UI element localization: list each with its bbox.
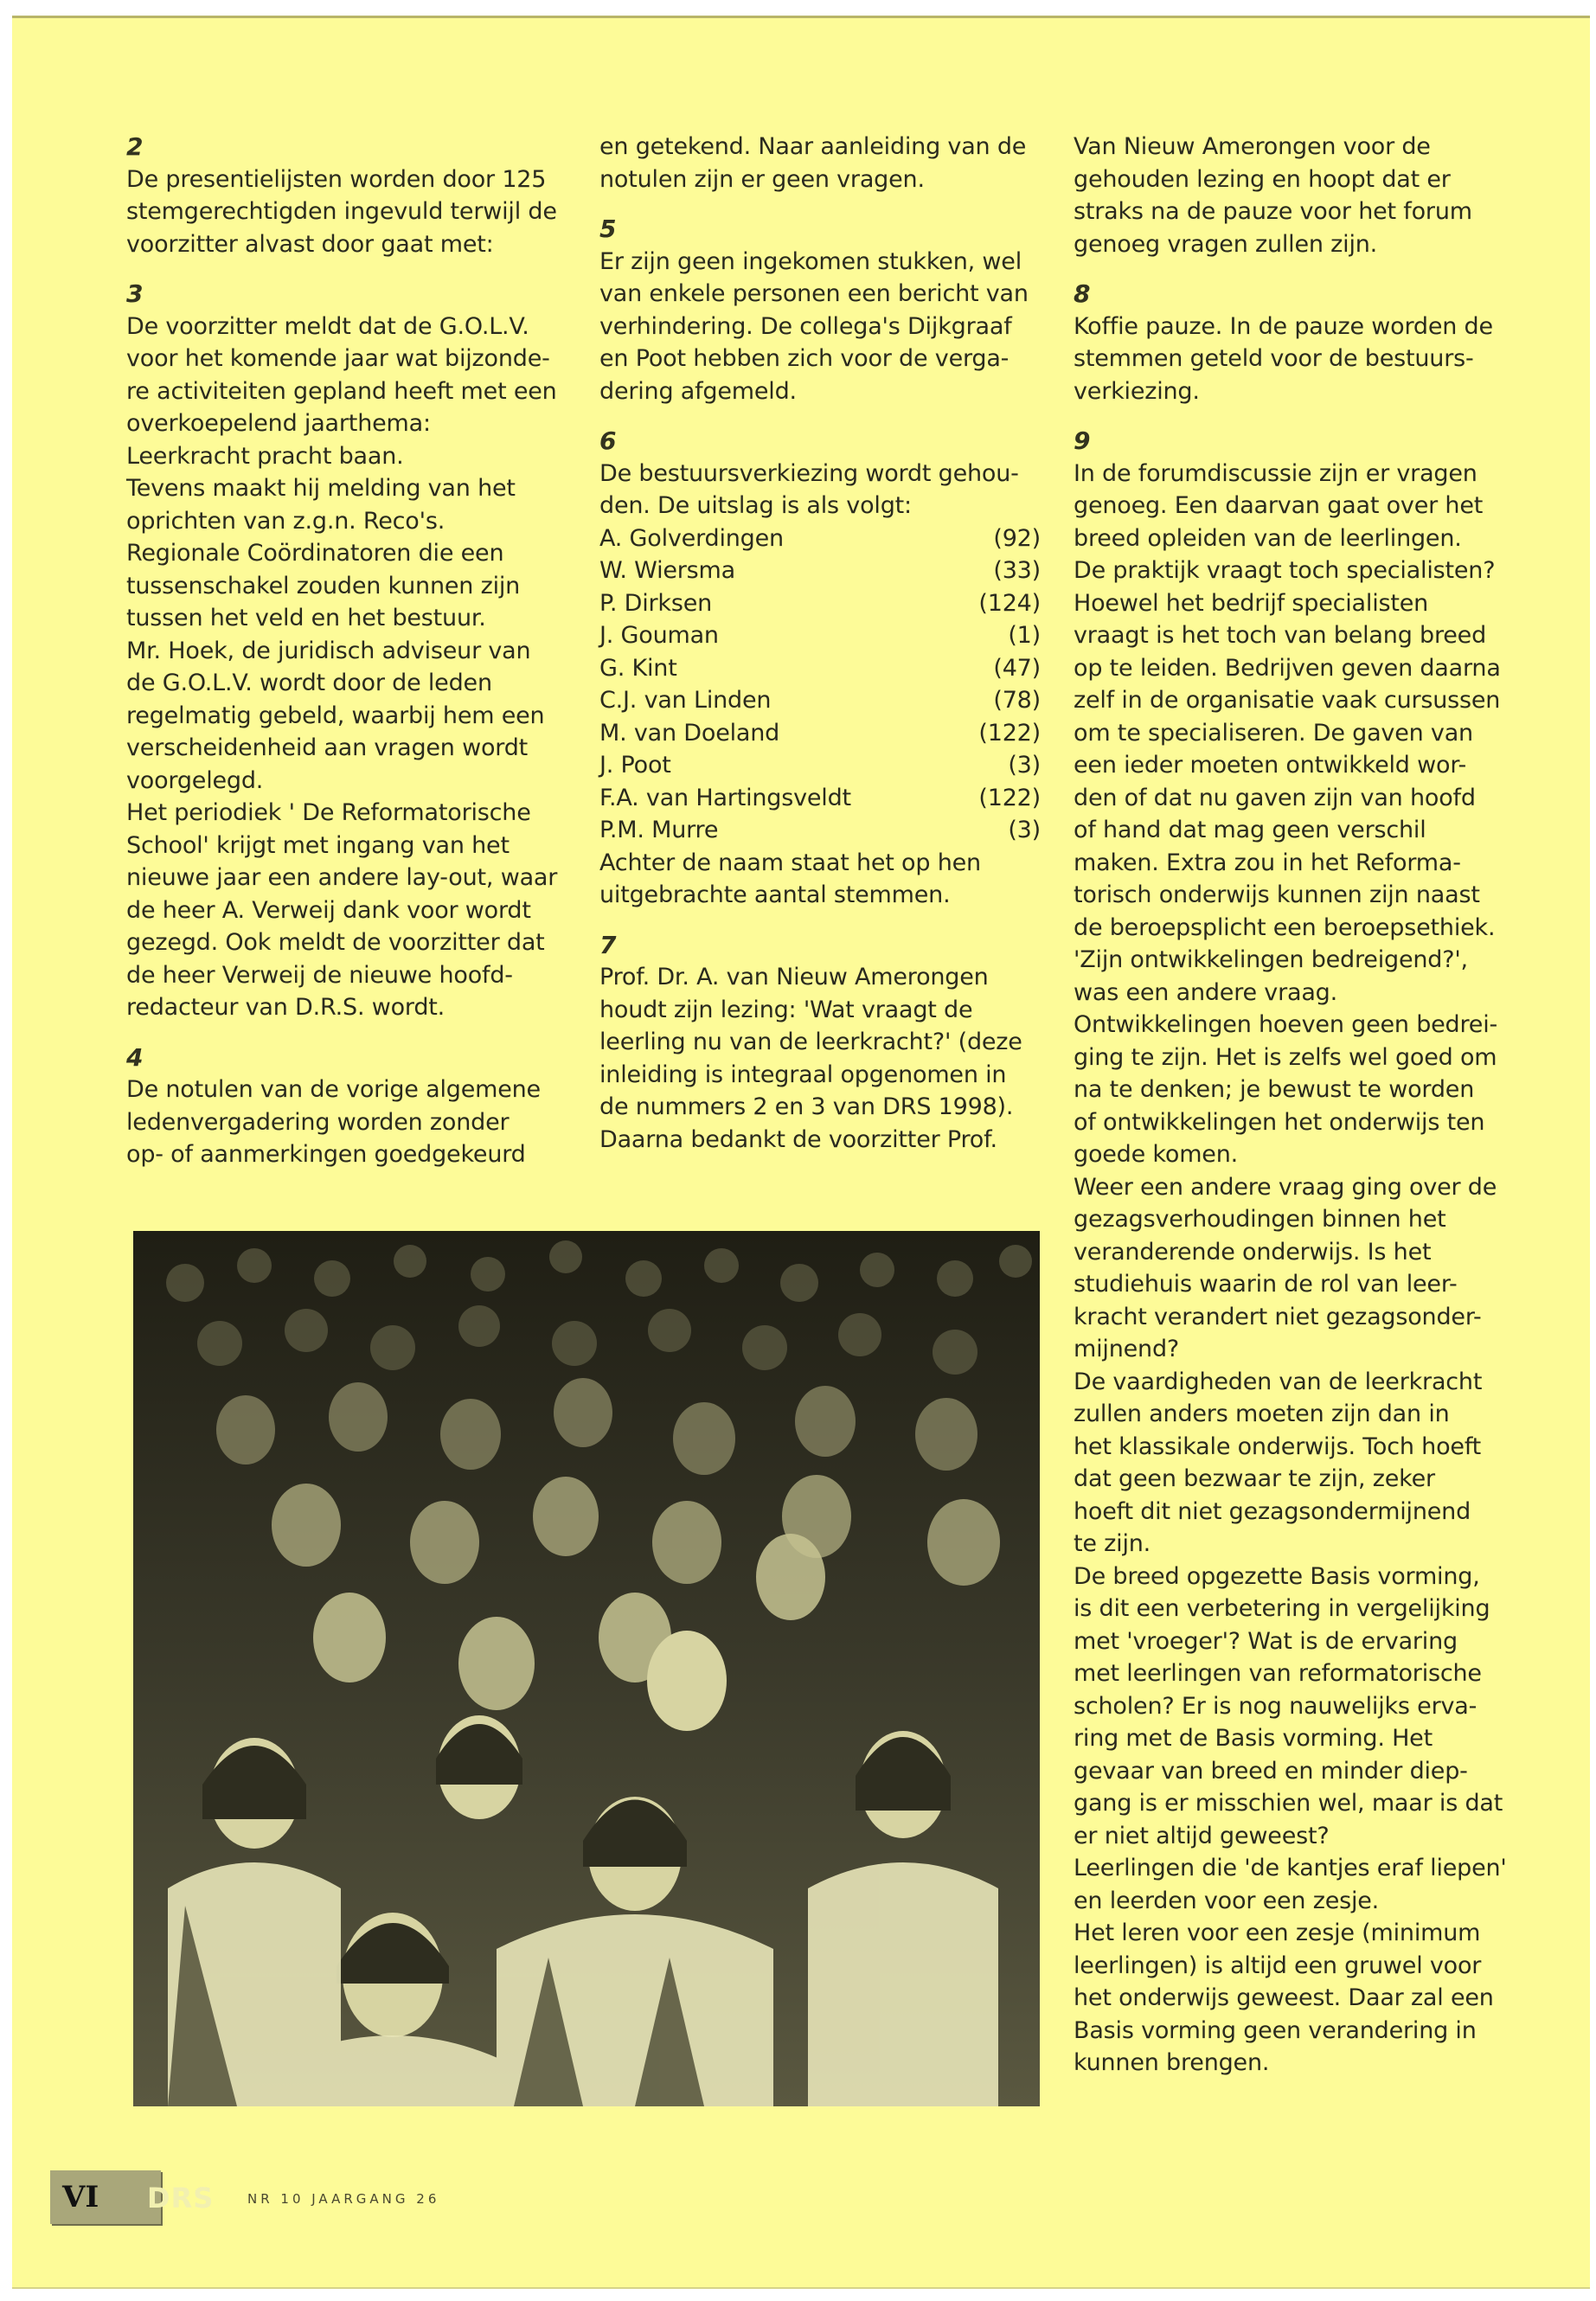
text-line: ging te zijn. Het is zelfs wel goed om [1074, 1043, 1497, 1071]
text-line: kracht verandert niet gezagsonder- [1074, 1303, 1482, 1330]
text-line: inleiding is integraal opgenomen in [599, 1061, 1007, 1088]
election-result-row [599, 587, 1041, 620]
text-line: Ontwikkelingen hoeven geen bedrei- [1074, 1011, 1498, 1038]
text-line: maken. Extra zou in het Reforma- [1074, 849, 1461, 876]
text-line: De praktijk vraagt toch specialisten? [1074, 557, 1496, 584]
text-line: een ieder moeten ontwikkeld wor- [1074, 752, 1467, 779]
section-number-2: 2 [126, 132, 144, 161]
text-line: overkoepelend jaarthema: [126, 410, 431, 437]
text-line: om te specialiseren. De gaven van [1074, 719, 1473, 747]
text-line: voorzitter alvast door gaat met: [126, 230, 494, 258]
vote-count: (47) [993, 654, 1041, 682]
election-result-row [599, 554, 1041, 587]
text-line: gevaar van breed en minder diep- [1074, 1757, 1468, 1785]
text-line: Koffie pauze. In de pauze worden de [1074, 312, 1493, 340]
election-result-row [599, 814, 1041, 847]
election-result-row [599, 717, 1041, 750]
text-line: Daarna bedankt de voorzitter Prof. [599, 1125, 997, 1153]
section-2-text [126, 163, 567, 261]
text-line: en leerden voor een zesje. [1074, 1887, 1380, 1914]
text-line: ledenvergadering worden zonder [126, 1108, 510, 1136]
section-number-9: 9 [1074, 426, 1091, 455]
text-line: tussen het veld en het bestuur. [126, 605, 486, 631]
section-6-intro [599, 458, 1041, 522]
text-line: gang is er misschien wel, maar is dat [1074, 1790, 1503, 1817]
text-line: De vaardigheden van de leerkracht [1074, 1368, 1483, 1395]
text-line: de heer Verweij de nieuwe hoofd- [126, 961, 513, 989]
text-line: Weer een andere vraag ging over de [1074, 1173, 1497, 1201]
text-line: te zijn. [1074, 1530, 1151, 1557]
text-line: redacteur van D.R.S. wordt. [126, 994, 445, 1021]
column-left [126, 131, 567, 1171]
candidate-name: P.M. Murre [599, 817, 719, 843]
text-line: Er zijn geen ingekomen stukken, wel [599, 247, 1022, 275]
text-line: gezegd. Ook meldt de voorzitter dat [126, 929, 545, 956]
text-line: dering afgemeld. [599, 377, 797, 405]
text-line: De bestuursverkiezing wordt gehou- [599, 459, 1019, 487]
vote-count: (122) [978, 719, 1041, 747]
text-line: na te denken; je bewust te worden [1074, 1076, 1475, 1103]
section-number-5: 5 [599, 215, 617, 243]
section-number-7: 7 [599, 930, 617, 959]
text-line: de beroepsplicht een beroepsethiek. [1074, 913, 1496, 941]
text-line: en Poot hebben zich voor de verga- [599, 345, 1010, 372]
text-line: notulen zijn er geen vragen. [599, 165, 925, 193]
text-line: Prof. Dr. A. van Nieuw Amerongen [599, 964, 989, 990]
candidate-name: P. Dirksen [599, 589, 713, 617]
text-line: Hoewel het bedrijf specialisten [1074, 589, 1429, 617]
text-line: stemgerechtigden ingevuld terwijl de [126, 198, 557, 225]
section-9-text [1074, 458, 1523, 2080]
text-line: mijnend? [1074, 1336, 1180, 1362]
section-4-continued-text [599, 131, 1041, 195]
column-right [1074, 131, 1523, 2080]
text-line: en getekend. Naar aanleiding van de [599, 133, 1027, 160]
issue-label: NR 10 JAARGANG 26 [247, 2191, 440, 2207]
text-line: verhindering. De collega's Dijkgraaf [599, 312, 1012, 340]
text-line: nieuwe jaar een andere lay-out, waar [126, 864, 558, 891]
text-line: straks na de pauze voor het forum [1074, 198, 1472, 225]
text-line: kunnen brengen. [1074, 2049, 1270, 2076]
text-line: In de forumdiscussie zijn er vragen [1074, 459, 1477, 487]
text-line: de nummers 2 en 3 van DRS 1998). [599, 1093, 1014, 1120]
text-line: studiehuis waarin de rol van leer- [1074, 1271, 1458, 1298]
text-line: verscheidenheid aan vragen wordt [126, 734, 529, 761]
section-number-6: 6 [599, 426, 617, 455]
section-5-text [599, 246, 1041, 408]
section-6-outro [599, 847, 1041, 912]
vote-count: (92) [993, 524, 1041, 552]
text-line: hoeft dit niet gezagsondermijnend [1074, 1497, 1471, 1525]
text-line: het onderwijs geweest. Daar zal een [1074, 1984, 1494, 2011]
text-line: de heer A. Verweij dank voor wordt [126, 896, 531, 924]
candidate-name: C.J. van Linden [599, 687, 772, 714]
text-line: Achter de naam staat het op hen [599, 849, 981, 876]
text-line: gehouden lezing en hoopt dat er [1074, 165, 1451, 193]
page-number-badge: VI [50, 2170, 161, 2224]
text-line: Leerkracht pracht baan. [126, 442, 404, 470]
text-line: of hand dat mag geen verschil [1074, 817, 1426, 843]
vote-count: (1) [1008, 622, 1041, 649]
text-line: uitgebrachte aantal stemmen. [599, 881, 951, 908]
text-line: Tevens maakt hij melding van het [126, 475, 516, 502]
text-line: zelf in de organisatie vaak cursussen [1074, 687, 1501, 714]
drs-logo: DRS [147, 2182, 215, 2214]
candidate-name: M. van Doeland [599, 719, 780, 747]
text-line: stemmen geteld voor de bestuurs- [1074, 345, 1474, 372]
column-middle [599, 131, 1041, 1156]
text-line: ring met de Basis vorming. Het [1074, 1725, 1433, 1752]
text-line: was een andere vraag. [1074, 978, 1337, 1006]
text-line: vraagt is het toch van belang breed [1074, 622, 1487, 649]
audience-photo-illustration [133, 1231, 1040, 2106]
candidate-name: W. Wiersma [599, 557, 735, 584]
text-line: De voorzitter meldt dat de G.O.L.V. [126, 312, 529, 340]
text-line: de G.O.L.V. wordt door de leden [126, 670, 492, 696]
section-3-text [126, 311, 567, 1024]
vote-count: (124) [978, 589, 1041, 617]
section-number-3: 3 [126, 279, 144, 308]
text-line: is dit een verbetering in vergelijking [1074, 1595, 1490, 1622]
section-7-text [599, 961, 1041, 1156]
magazine-page [12, 16, 1590, 2289]
section-7-continued-text [1074, 131, 1523, 260]
section-number-4: 4 [126, 1042, 144, 1072]
text-line: leerling nu van de leerkracht?' (deze [599, 1029, 1022, 1055]
vote-count: (122) [978, 784, 1041, 811]
text-line: den. De uitslag is als volgt: [599, 492, 912, 519]
text-line: er niet altijd geweest? [1074, 1822, 1330, 1849]
text-line: Van Nieuw Amerongen voor de [1074, 133, 1431, 160]
election-result-row [599, 619, 1041, 652]
election-result-row [599, 684, 1041, 717]
candidate-name: J. Gouman [599, 622, 719, 649]
text-line: zullen anders moeten zijn dan in [1074, 1400, 1450, 1427]
text-line: op- of aanmerkingen goedgekeurd [126, 1141, 526, 1168]
election-result-row [599, 782, 1041, 815]
vote-count: (3) [1008, 752, 1041, 779]
candidate-name: A. Golverdingen [599, 524, 784, 552]
section-number-8: 8 [1074, 279, 1091, 308]
election-results-list [599, 522, 1041, 847]
text-line: breed opleiden van de leerlingen. [1074, 524, 1462, 552]
text-line: dat geen bezwaar te zijn, zeker [1074, 1465, 1435, 1492]
text-line: of ontwikkelingen het onderwijs ten [1074, 1108, 1485, 1136]
text-line: scholen? Er is nog nauwelijks erva- [1074, 1692, 1477, 1720]
text-line: Het leren voor een zesje (minimum [1074, 1920, 1481, 1946]
text-line: Mr. Hoek, de juridisch adviseur van [126, 637, 531, 664]
election-result-row [599, 522, 1041, 555]
text-line: met 'vroeger'? Wat is de ervaring [1074, 1627, 1458, 1655]
candidate-name: G. Kint [599, 654, 677, 682]
text-line: goede komen. [1074, 1141, 1239, 1168]
text-line: torisch onderwijs kunnen zijn naast [1074, 881, 1480, 908]
section-8-text [1074, 311, 1523, 408]
text-line: Het periodiek ' De Reformatorische [126, 799, 531, 826]
text-line: re activiteiten gepland heeft met een [126, 377, 557, 405]
text-line: Leerlingen die 'de kantjes eraf liepen' [1074, 1855, 1507, 1881]
text-line: veranderende onderwijs. Is het [1074, 1238, 1432, 1266]
text-line: De breed opgezette Basis vorming, [1074, 1562, 1480, 1590]
vote-count: (3) [1008, 817, 1041, 843]
text-line: van enkele personen een bericht van [599, 280, 1029, 307]
text-line: gezagsverhoudingen binnen het [1074, 1206, 1446, 1233]
election-result-row [599, 749, 1041, 782]
text-line: houdt zijn lezing: 'Wat vraagt de [599, 996, 973, 1023]
text-line: verkiezing. [1074, 377, 1200, 405]
candidate-name: J. Poot [599, 752, 671, 779]
text-line: 'Zijn ontwikkelingen bedreigend?', [1074, 946, 1468, 973]
text-line: genoeg vragen zullen zijn. [1074, 230, 1378, 258]
vote-count: (33) [993, 557, 1041, 584]
text-line: School' krijgt met ingang van het [126, 831, 510, 859]
text-line: het klassikale onderwijs. Toch hoeft [1074, 1433, 1482, 1460]
text-line: tussenschakel zouden kunnen zijn [126, 572, 521, 599]
text-line: voorgelegd. [126, 766, 264, 794]
text-line: regelmatig gebeld, waarbij hem een [126, 702, 545, 729]
candidate-name: F.A. van Hartingsveldt [599, 784, 851, 811]
text-line: op te leiden. Bedrijven geven daarna [1074, 654, 1501, 682]
vote-count: (78) [993, 687, 1041, 714]
text-line: oprichten van z.g.n. Reco's. [126, 507, 445, 535]
audience-photo [133, 1231, 1040, 2106]
text-line: met leerlingen van reformatorische [1074, 1660, 1482, 1687]
text-line: De notulen van de vorige algemene [126, 1076, 541, 1103]
section-4-text [126, 1074, 567, 1171]
text-line: Basis vorming geen verandering in [1074, 2016, 1477, 2044]
text-line: leerlingen) is altijd een gruwel voor [1074, 1952, 1482, 1979]
text-line: voor het komende jaar wat bijzonde- [126, 345, 550, 372]
election-result-row [599, 652, 1041, 685]
text-line: den of dat nu gaven zijn van hoofd [1074, 784, 1476, 811]
text-line: De presentielijsten worden door 125 [126, 165, 547, 193]
text-line: genoeg. Een daarvan gaat over het [1074, 492, 1484, 519]
text-line: Regionale Coördinatoren die een [126, 540, 504, 567]
